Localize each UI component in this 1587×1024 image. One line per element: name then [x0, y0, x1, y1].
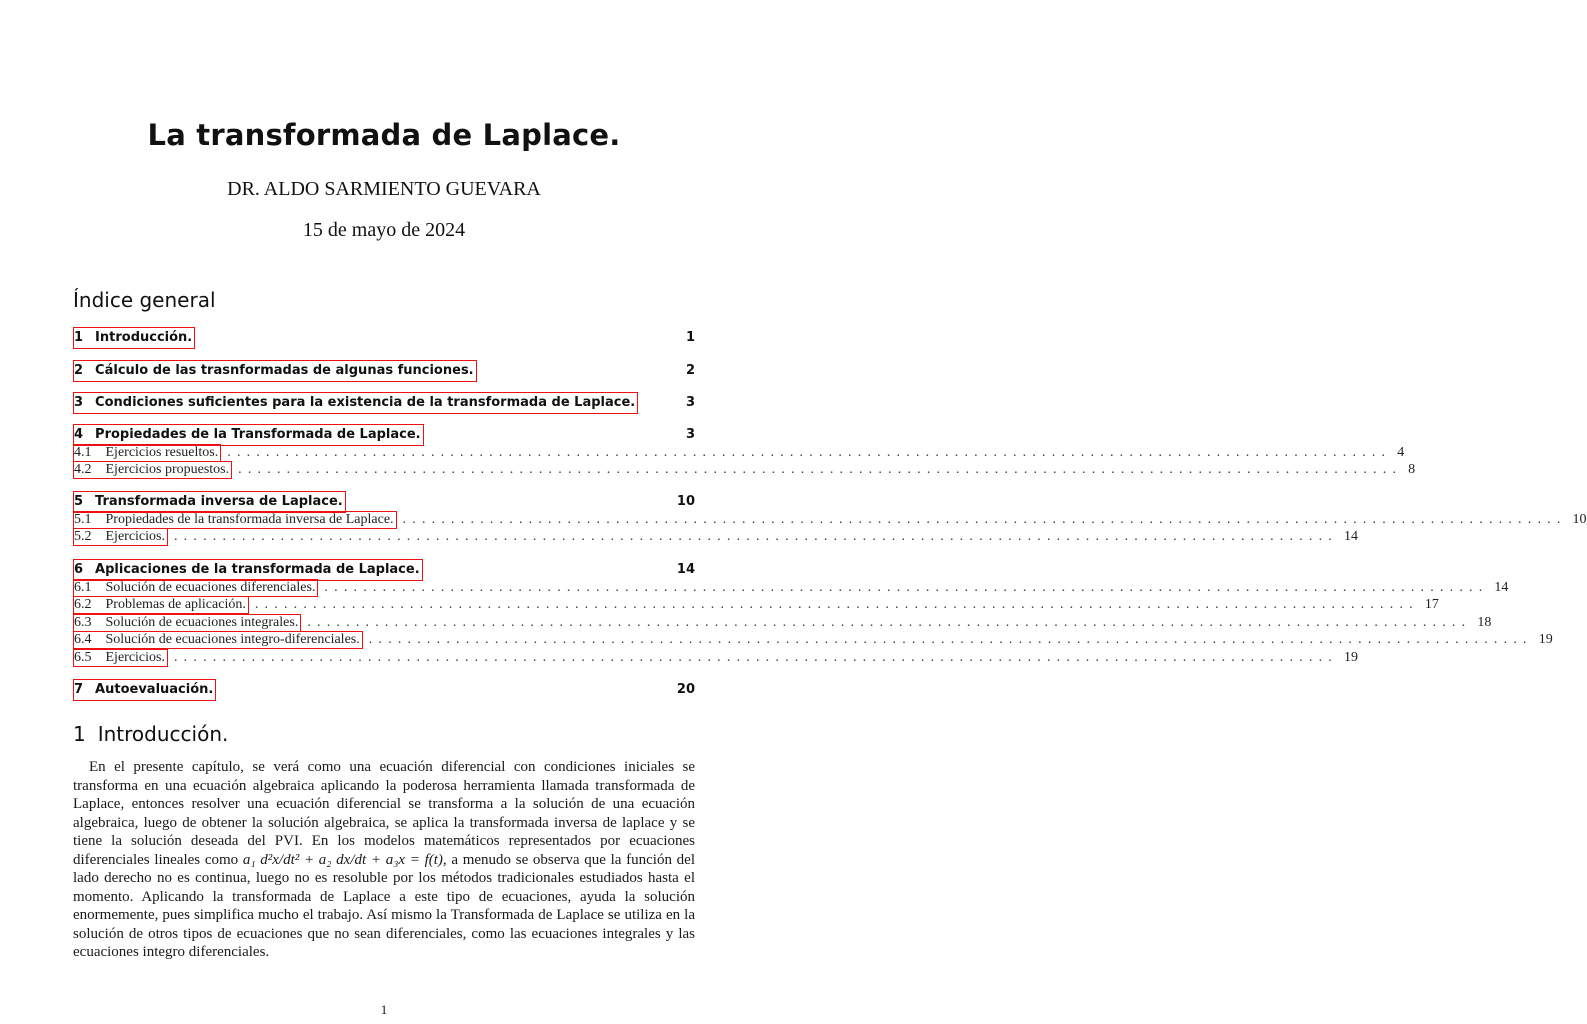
- toc-subnumber: 6.5: [74, 649, 92, 665]
- toc-link-6.4[interactable]: [73, 631, 363, 649]
- toc-sublabel: Ejercicios resueltos.: [105, 445, 219, 460]
- toc-subpage: 14: [1343, 529, 1358, 545]
- toc-page: 10: [676, 494, 695, 509]
- section-heading: [73, 722, 228, 746]
- toc-entry-4.2[interactable]: [73, 461, 1416, 479]
- toc-page: 3: [685, 427, 695, 442]
- toc-link-6.1[interactable]: [73, 579, 318, 597]
- toc-label: Transformada inversa de Laplace.: [95, 494, 343, 509]
- toc-link-6.5[interactable]: [73, 649, 168, 667]
- toc-link-1[interactable]: [73, 327, 195, 349]
- toc-entry-5.1[interactable]: [73, 511, 1587, 529]
- toc-link-5.2[interactable]: [73, 528, 168, 546]
- toc-subpage: 8: [1408, 462, 1416, 478]
- toc-entry-6.1[interactable]: [73, 579, 1509, 597]
- toc-entry-4[interactable]: [73, 424, 695, 446]
- paragraph-text-1: En el presente capítulo, se verá como una ecuación diferencial con condiciones iniciales se transforma en una ecuación algebraica aplicando la poderosa herramienta llamada transformada de Laplace, entonces resolver una ecuación diferencial se transforma a la solución de una ecuación algebraica, luego de obtener la solución algebraica, se aplica la transformada inversa de laplace y se tiene la solución deseada del PVI. En los modelos matemáticos representados por ecuaciones diferenciales lineales como: [73, 759, 695, 868]
- toc-number: 3: [74, 395, 84, 410]
- toc-subpage: 10: [1572, 512, 1587, 527]
- toc-label: Introducción.: [95, 330, 193, 345]
- toc-sublabel: Ejercicios.: [105, 649, 165, 665]
- toc-subnumber: 6.1: [74, 580, 92, 595]
- toc-page: 3: [685, 395, 695, 410]
- document-author: DR. ALDO SARMIENTO GUEVARA: [227, 178, 541, 200]
- toc-link-6.2[interactable]: [73, 596, 249, 614]
- toc-subpage: 17: [1424, 597, 1439, 613]
- toc-entry-3[interactable]: [73, 392, 695, 414]
- toc-subnumber: 6.3: [74, 614, 92, 630]
- toc-label: Cálculo de las trasnformadas de algunas funciones.: [95, 363, 474, 378]
- toc-sublabel: Solución de ecuaciones integrales.: [105, 614, 299, 630]
- toc-link-4[interactable]: [73, 424, 424, 446]
- toc-subpage: 19: [1343, 649, 1358, 665]
- toc-leader-dots: ........................................................................................................................: [324, 580, 1489, 595]
- toc-leader-dots: ........................................................................................................................: [307, 614, 1472, 630]
- toc-label: Autoevaluación.: [95, 682, 214, 697]
- toc-link-6[interactable]: [73, 559, 423, 581]
- toc-leader-dots: ........................................................................................................................: [238, 462, 1403, 478]
- toc-entry-6[interactable]: [73, 559, 695, 581]
- toc-link-5.1[interactable]: [73, 511, 397, 529]
- toc-page: 1: [685, 330, 695, 345]
- toc-sublabel: Solución de ecuaciones integro-diferenciales.: [105, 632, 360, 648]
- toc-subpage: 4: [1397, 445, 1405, 460]
- document-title: La transformada de Laplace.: [147, 118, 621, 152]
- toc-subnumber: 5.1: [74, 512, 92, 527]
- toc-heading: Índice general: [73, 288, 216, 312]
- toc-entry-6.3[interactable]: [73, 614, 1492, 632]
- toc-label: Condiciones suficientes para la existencia de la transformada de Laplace.: [95, 395, 636, 410]
- toc-number: 2: [74, 363, 84, 378]
- toc-subnumber: 5.2: [74, 529, 92, 545]
- inline-equation: a₁ d²x/dt² + a₂ dx/dt + a₃x = f(t): [242, 851, 443, 868]
- toc-link-5[interactable]: [73, 491, 346, 513]
- section-title: Introducción.: [97, 722, 229, 746]
- toc-subnumber: 6.4: [74, 632, 92, 648]
- toc-entry-2[interactable]: [73, 360, 695, 382]
- toc-entry-4.1[interactable]: [73, 444, 1405, 462]
- toc-subnumber: 6.2: [74, 597, 92, 613]
- section-number: 1: [73, 722, 86, 746]
- page-number: 1: [380, 1002, 388, 1017]
- toc-leader-dots: ........................................................................................................................: [173, 649, 1338, 665]
- toc-page: 14: [676, 562, 695, 577]
- toc-sublabel: Propiedades de la transformada inversa de Laplace.: [105, 512, 394, 527]
- toc-link-4.1[interactable]: [73, 444, 221, 462]
- toc-subpage: 19: [1538, 632, 1553, 648]
- toc-page: 2: [685, 363, 695, 378]
- toc-number: 6: [74, 562, 84, 577]
- toc-subnumber: 4.2: [74, 462, 92, 478]
- toc-subpage: 18: [1477, 614, 1492, 630]
- toc-page: 20: [676, 682, 695, 697]
- toc-entry-6.2[interactable]: [73, 596, 1439, 614]
- toc-sublabel: Ejercicios propuestos.: [105, 462, 230, 478]
- toc-entry-6.5[interactable]: [73, 649, 1358, 667]
- toc-number: 4: [74, 427, 84, 442]
- toc-entry-1[interactable]: [73, 327, 695, 349]
- toc-link-3[interactable]: [73, 392, 638, 414]
- toc-number: 5: [74, 494, 84, 509]
- paragraph-text-2: , a menudo se observa que la función del lado derecho no es continua, luego no es resoluble por los métodos tradicionales estudiados hasta el momento. Aplicando la transformada de Laplace a este tipo de ecuaciones, ayuda la solución enormemente, pues simplifica mucho el trabajo. Así mismo la Transformada de Laplace se utiliza en la solución de otros tipos de ecuaciones que no sean diferenciales, como las ecuaciones integrales y las ecuaciones integro diferenciales.: [73, 851, 695, 960]
- toc-leader-dots: ........................................................................................................................: [368, 632, 1533, 648]
- toc-label: Propiedades de la Transformada de Laplace.: [95, 427, 421, 442]
- toc-leader-dots: ........................................................................................................................: [254, 597, 1419, 613]
- toc-leader-dots: ........................................................................................................................: [402, 512, 1567, 527]
- toc-link-2[interactable]: [73, 360, 477, 382]
- toc-label: Aplicaciones de la transformada de Laplace.: [95, 562, 420, 577]
- toc-sublabel: Ejercicios.: [105, 529, 165, 545]
- toc-entry-5.2[interactable]: [73, 528, 1358, 546]
- document-date: 15 de mayo de 2024: [302, 219, 466, 241]
- intro-paragraph: [73, 758, 695, 962]
- toc-number: 1: [74, 330, 84, 345]
- toc-number: 7: [74, 682, 84, 697]
- toc-sublabel: Problemas de aplicación.: [105, 597, 246, 613]
- toc-link-6.3[interactable]: [73, 614, 301, 632]
- toc-subnumber: 4.1: [74, 445, 92, 460]
- toc-leader-dots: ........................................................................................................................: [227, 445, 1392, 460]
- toc-entry-6.4[interactable]: [73, 631, 1553, 649]
- toc-link-4.2[interactable]: [73, 461, 232, 479]
- toc-sublabel: Solución de ecuaciones diferenciales.: [105, 580, 316, 595]
- toc-link-7[interactable]: [73, 679, 216, 701]
- toc-subpage: 14: [1494, 580, 1509, 595]
- toc-leader-dots: ........................................................................................................................: [173, 529, 1338, 545]
- toc-entry-5[interactable]: [73, 491, 695, 513]
- toc-entry-7[interactable]: [73, 679, 695, 701]
